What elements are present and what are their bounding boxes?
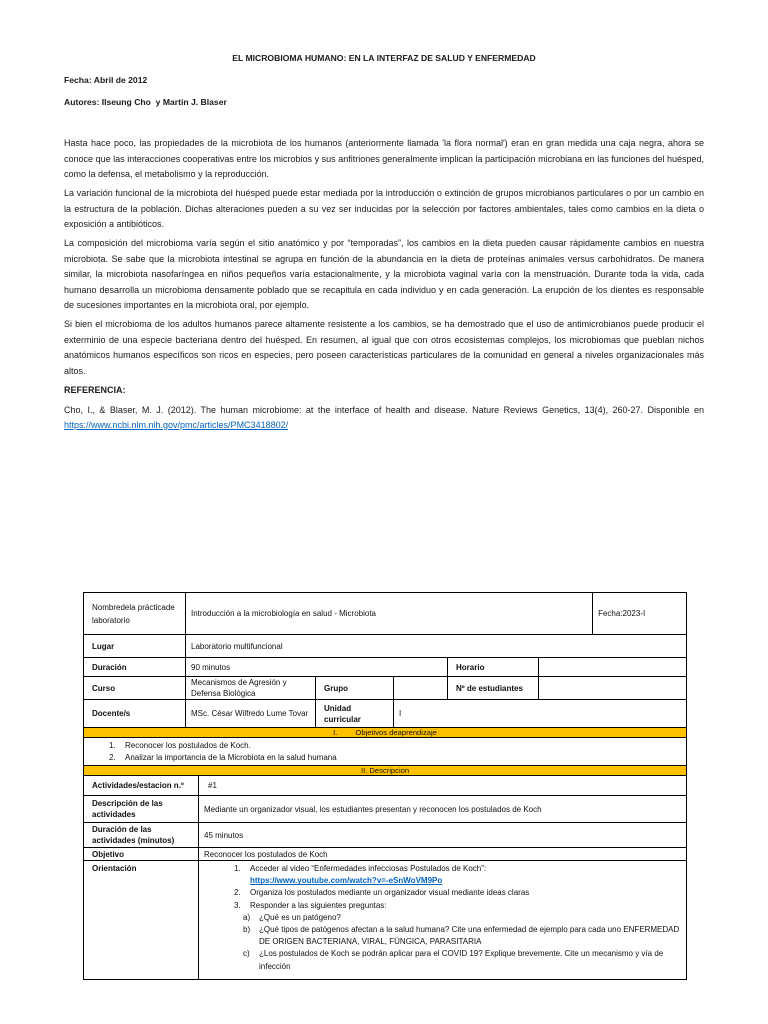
- reference-citation: [64, 403, 704, 434]
- row-activity-duration: [84, 823, 687, 848]
- question-item: [204, 924, 682, 948]
- body-paragraph-2: La variación funcional de la microbiota del huésped puede estar mediada por la introducción o extinción de grupos microbianos particulares o por un cambio en la estructura de la población. Dichas alteraciones pueden a su vez ser inducidas por la selección por factores ambientales, tales como cambios en la dieta o exposición a antibióticos.: [64, 188, 704, 229]
- objective-text: Analizar la importancia de la Microbiota en la salud humana: [125, 752, 337, 762]
- practice-name-value: Introducción a la microbiología en salud - Microbiota: [186, 593, 593, 635]
- row-objectives-header: [84, 728, 687, 738]
- row-orientation: [84, 861, 687, 980]
- reference-link[interactable]: https://www.ncbi.nlm.nih.gov/pmc/articles/PMC3418802/: [64, 420, 289, 430]
- group-value-cell: [394, 677, 448, 700]
- students-value-cell: [539, 677, 687, 700]
- objective-label: Objetivo: [84, 848, 199, 861]
- activity-duration-value: 45 minutos: [199, 823, 687, 848]
- orientation-item-text: Organiza los postulados mediante un organizador visual mediante ideas claras: [250, 888, 530, 898]
- row-teacher: [84, 700, 687, 728]
- body-paragraph-4: Si bien el microbioma de los adultos humanos parece altamente resistente a los cambios, se ha demostrado que el uso de antimicrobianos puede producir el exterminio de una especie bacteriana dentro del huésped. En resumen, al igual que con otros ecosistemas complejos, los microbiomas que pueblan nichos anatómicos humanos específicos son ricos en especies, pero poseen características particulares de la comunidad en general a niveles organizacionales más altos.: [64, 319, 704, 376]
- unit-value: I: [394, 700, 687, 728]
- row-objectives: [84, 738, 687, 766]
- orientation-item-number: 3.: [234, 900, 241, 910]
- question-text: ¿Los postulados de Koch se podrán aplicar para el COVID 19? Explique brevemente. Cite un mecanismo y vía de infección: [259, 949, 664, 971]
- row-course: [84, 677, 687, 700]
- body-paragraph-1: Hasta hace poco, las propiedades de la microbiota de los humanos (anteriormente llamada 'la flora normal') eran en gran medida una caja negra, ahora se conoce que las interacciones cooperativas entre los microbios y sus anfitriones generalmente implican la participación microbiana en las funciones del huésped, como la defensa, el metabolismo y la reproducción.: [64, 138, 704, 179]
- objective-value: Reconocer los postulados de Koch: [199, 848, 687, 861]
- activity-label: Actividades/estacion n.º: [84, 776, 199, 796]
- orientation-item: [204, 863, 682, 887]
- row-practice: [84, 593, 687, 635]
- activity-value: #1: [199, 776, 687, 796]
- description-header: II. Descripcion: [84, 766, 687, 776]
- objective-item: [89, 740, 682, 752]
- document-title: EL MICROBIOMA HUMANO: EN LA INTERFAZ DE SALUD Y ENFERMEDAD: [232, 53, 536, 63]
- activity-description-value: Mediante un organizador visual, los estudiantes presentan y reconocen los postulados de Koch: [199, 796, 687, 823]
- orientation-item-text: Responder a las siguientes preguntas:: [250, 900, 387, 910]
- row-activity-description: [84, 796, 687, 823]
- reference-heading: REFERENCIA:: [64, 385, 126, 395]
- objective-number: 2.: [109, 752, 116, 762]
- teacher-value: MSc. César Wilfredo Lume Tovar: [186, 700, 316, 728]
- activity-duration-label: Duración de las actividades (minutos): [84, 823, 199, 848]
- question-text: ¿Qué tipos de patógenos afectan a la salud humana? Cite una enfermedad de ejemplo para cada uno ENFERMEDAD DE ORIGEN BACTERIANA, VIRAL, FÚNGICA, PARASITARIA: [259, 925, 680, 947]
- orientation-item: [204, 887, 682, 899]
- orientation-item-number: 2.: [234, 888, 241, 898]
- activity-description-label: Descripción de las actividades: [84, 796, 199, 823]
- place-label: Lugar: [84, 635, 186, 658]
- orientation-content: [199, 861, 687, 980]
- question-letter: c): [243, 949, 250, 959]
- lab-guide-table: [83, 592, 687, 980]
- objectives-title: Objetivos deaprendizaje: [355, 728, 437, 737]
- orientation-label: Orientación: [84, 861, 199, 980]
- reference-text: Cho, I., & Blaser, M. J. (2012). The human microbiome: at the interface of health and disease. Nature Reviews Genetics, 13(4), 260-27. Disponible en: [64, 404, 704, 415]
- practice-date: Fecha:2023-I: [593, 593, 687, 635]
- objective-text: Reconocer los postulados de Koch.: [125, 741, 251, 750]
- schedule-label: Horario: [448, 658, 539, 677]
- place-value: Laboratorio multifuncional: [186, 635, 687, 658]
- orientation-item-text: Acceder al video “Enfermedades infecciosas Postulados de Koch”:: [250, 864, 487, 873]
- row-place: [84, 635, 687, 658]
- course-label: Curso: [84, 677, 186, 700]
- group-label: Grupo: [316, 677, 394, 700]
- row-objective: [84, 848, 687, 861]
- video-link[interactable]: https://www.youtube.com/watch?v=-eSnWoVM9Po: [250, 876, 443, 886]
- practice-name-label: Nombredela prácticade laboratorio: [84, 593, 186, 635]
- objectives-header: [84, 728, 687, 738]
- question-letter: b): [243, 925, 251, 935]
- objective-item: [89, 752, 682, 764]
- row-description-header: [84, 766, 687, 776]
- teacher-label: Docente/s: [84, 700, 186, 728]
- article-body: [64, 136, 704, 437]
- row-duration: [84, 658, 687, 677]
- objectives-numeral: I.: [333, 728, 338, 737]
- students-label: Nº de estudiantes: [448, 677, 539, 700]
- objectives-list: [84, 738, 687, 766]
- question-letter: a): [243, 912, 251, 922]
- body-paragraph-3: La composición del microbioma varía según el sitio anatómico y por “temporadas”, los cambios en la dieta pueden causar rápidamente cambios en nuestra microbiota. Se sabe que la microbiota intestinal se agrupa en función de la abundancia en la dieta de proteínas animales versus carbohidratos. De manera similar, la microbiota nasofaríngea en niños pequeños varía estacionalmente, y la microbiota vaginal varía con la menstruación. Durante toda la vida, cada humano desarrolla un microbioma densamente poblado que se recapitula en cada individuo y en cada generación. La erupción de los dientes es responsable de sucesiones importantes en la microbiota oral, por ejemplo.: [64, 238, 704, 310]
- unit-label: Unidad curricular: [316, 700, 394, 728]
- duration-value: 90 minutos: [186, 658, 448, 677]
- article-date: Fecha: Abril de 2012: [64, 75, 148, 85]
- course-value: Mecanismos de Agresión y Defensa Biológica: [186, 677, 316, 700]
- duration-label: Duración: [84, 658, 186, 677]
- question-item: [204, 948, 682, 972]
- orientation-item: [204, 900, 682, 912]
- objective-number: 1.: [109, 741, 116, 750]
- question-text: ¿Qué es un patógeno?: [259, 912, 341, 922]
- question-item: [204, 912, 682, 924]
- schedule-value-cell: [539, 658, 687, 677]
- article-authors: Autores: Ilseung Cho y Martin J. Blaser: [64, 97, 227, 107]
- orientation-item-number: 1.: [234, 864, 241, 873]
- row-activity: [84, 776, 687, 796]
